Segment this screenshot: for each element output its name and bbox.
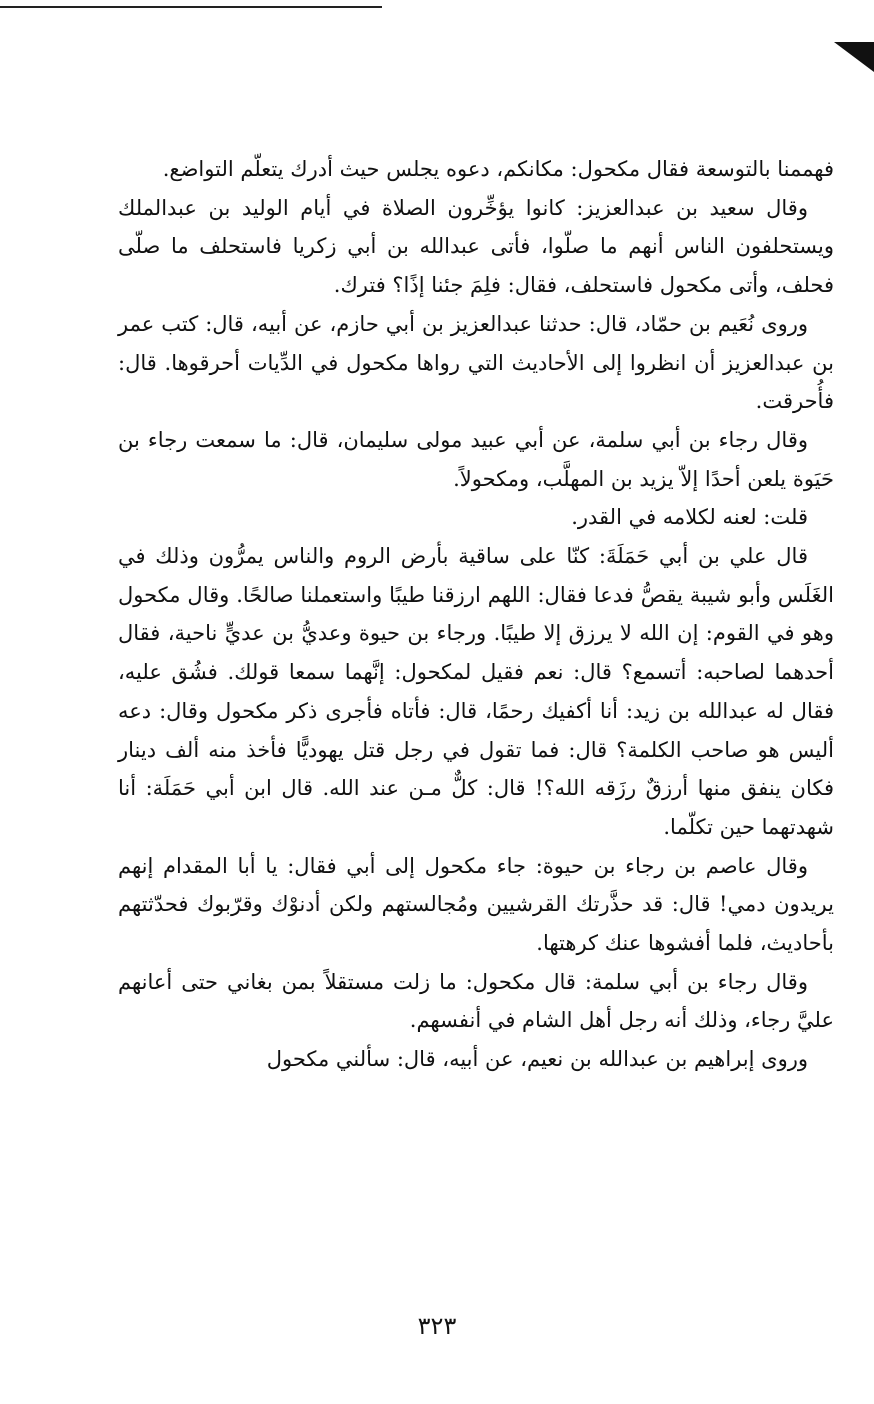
paragraph-6: قال علي بن أبي حَمَلَةَ: كنّا على ساقية بأرض الروم والناس يمرُّون وذلك في الغَلَس وأبو شيبة يقصُّ فدعا فقال: اللهم ارزقنا طيبًا واستعملنا صالحًا. وقال مكحول وهو في القوم: إن الله لا يرزق إلا طيبًا. ورجاء بن حيوة وعديُّ بن عديٍّ ناحية، فقال أحدهما لصاحبه: أتسمع؟ قال: نعم فقيل لمكحول: إنَّهما سمعا قولك. فشُق عليه، فقال له عبدالله بن زيد: أنا أكفيك رحمًا، قال: فأتاه فأجرى ذكر مكحول وقال: دعه أليس هو صاحب الكلمة؟ قال: فما تقول في رجل قتل يهوديًّا فأخذ منه ألف دينار فكان ينفق منها أرزقٌ رزَقه الله؟! قال: كلٌّ مـن عند الله. قال ابن أبي حَمَلَة: أنا شهدتهما حين تكلّما. xyxy=(118,544,834,839)
paragraph-5: قلت: لعنه لكلامه في القدر. xyxy=(571,505,808,530)
paragraph-8: وقال رجاء بن أبي سلمة: قال مكحول: ما زلت مستقلاً بمن بغاني حتى أعانهم عليَّ رجاء، وذلك أنه رجل أهل الشام في أنفسهم. xyxy=(118,969,834,1033)
corner-triangle-icon xyxy=(834,40,874,74)
paragraph-9: وروى إبراهيم بن عبدالله بن نعيم، عن أبيه، قال: سألني مكحول xyxy=(266,1047,808,1072)
page-body-text xyxy=(118,150,834,1079)
paragraph-3: وروى نُعَيم بن حمّاد، قال: حدثنا عبدالعزيز بن أبي حازم، عن أبيه، قال: كتب عمر بن عبدالعزيز أن انظروا إلى الأحاديث التي رواها مكحول في الدِّيات أحرقوها. قال: فأُحرقت. xyxy=(118,311,834,414)
paragraph-4: وقال رجاء بن أبي سلمة، عن أبي عبيد مولى سليمان، قال: ما سمعت رجاء بن حَيَوة يلعن أحدًا إلاّ يزيد بن المهلَّب، ومكحولاً. xyxy=(118,427,834,491)
paragraph-2: وقال سعيد بن عبدالعزيز: كانوا يؤخِّرون الصلاة في أيام الوليد بن عبدالملك ويستحلفون الناس أنهم ما صلّوا، فأتى عبدالله بن أبي زكريا فاستحلف ما صلّى فحلف، وأتى مكحول فاستحلف، فقال: فلِمَ جئنا إذًا؟ فترك. xyxy=(118,195,834,298)
top-rule-line xyxy=(0,6,382,8)
page-corner-marker xyxy=(834,40,874,74)
page-number: ٣٢٣ xyxy=(417,1312,457,1340)
paragraph-1: فهممنا بالتوسعة فقال مكحول: مكانكم، دعوه يجلس حيث أدرك يتعلّم التواضع. xyxy=(162,157,834,181)
paragraph-7: وقال عاصم بن رجاء بن حيوة: جاء مكحول إلى أبي فقال: يا أبا المقدام إنهم يريدون دمي! قال: قد حذَّرتك القرشيين ومُجالستهم ولكن أدنوْك وقرّبوك فحدّثتهم بأحاديث، فلما أفشوها عنك كرهتها. xyxy=(118,853,834,956)
